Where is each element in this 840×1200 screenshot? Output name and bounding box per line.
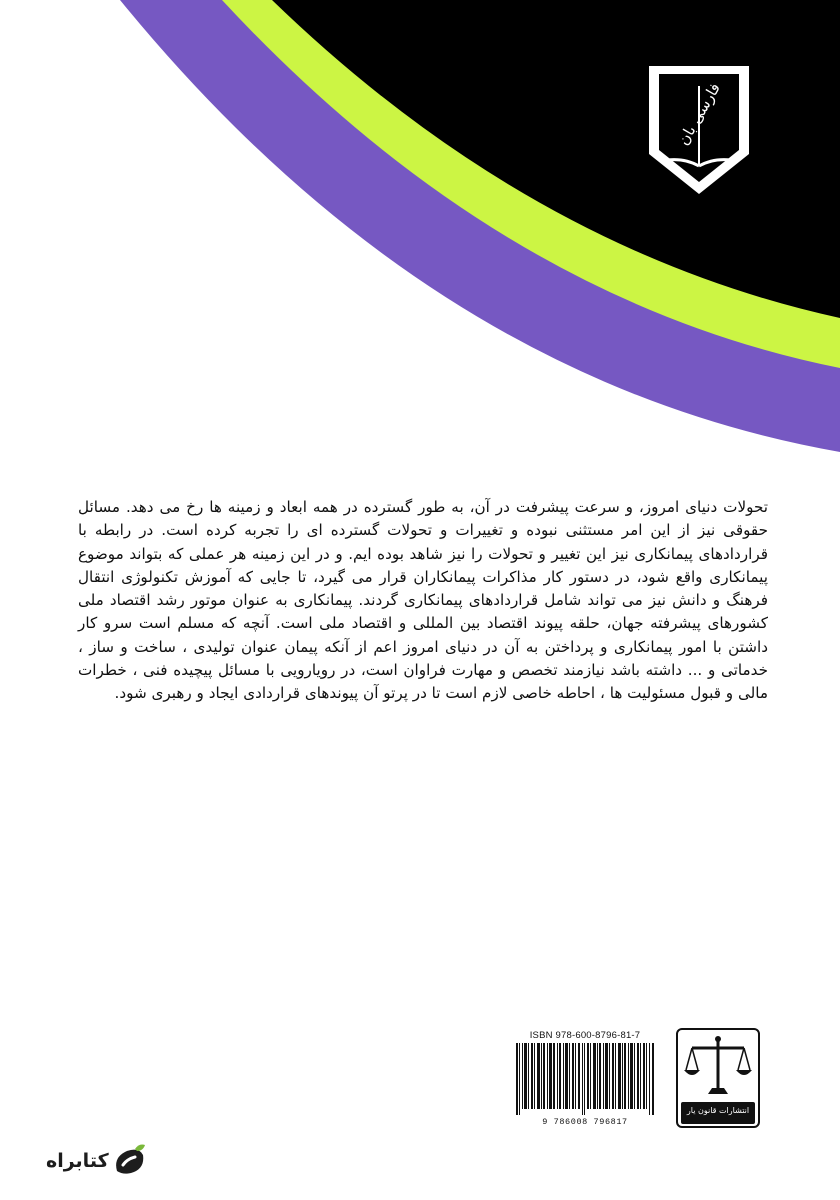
ketabrah-watermark — [40, 1141, 149, 1181]
imprint-label: انتشارات قانون یار — [686, 1106, 750, 1115]
back-cover-blurb: تحولات دنیای امروز، و سرعت پیشرفت در آن، به طور گسترده در همه ابعاد و زمینه ها رخ می دهد. مسائل حقوقی نیز از این امر مستثنی نبوده و تغییرات و تحولات گسترده ای را تجربه کرده است. در رابطه با قراردادهای پیمانکاری نیز این تغییر و تحولات را نیز شاهد بوده ایم. و در این زمینه هر عملی که بتواند موضوع پیمانکاری واقع شود، در دستور کار مذاکرات پیمانکاران قرار می گیرد، تا جایی که آموزش تکنولوژی انتقال فرهنگ و دانش نیز می تواند شامل قراردادهای پیمانکاری گردند. پیمانکاری به عنوان موتور رشد اقتصاد ملی کشورهای پیشرفته جهان، حلقه پیوند اقتصاد بین المللی و اقتصاد ملی است. آنچه که مسلم است سرو کار داشتن با امور پیمانکاری و پرداختن به آن در دنیای امروز اعم از آنکه پیمان عنوان تولیدی ، ساخت و ساز ، خدماتی و ... داشته باشد نیازمند تخصص و مهارت فراوان است، در رویارویی با مسائل پیچیده فنی ، خطرات مالی و قبول مسئولیت ها ، احاطه خاصی لازم است تا در پرتو آن پیوندهای قراردادی ایجاد و رهبری شود. — [78, 498, 768, 703]
isbn-label: ISBN 978-600-8796-81-7 — [529, 1030, 641, 1041]
ketabrah-wordmark: کتابراه — [46, 1150, 109, 1172]
publisher-logo-script: فارسی بان — [674, 79, 724, 149]
barcode — [516, 1043, 654, 1115]
barcode-digits: 9 786008 796817 — [542, 1117, 628, 1127]
ketabrah-leaf-icon — [109, 1141, 149, 1181]
